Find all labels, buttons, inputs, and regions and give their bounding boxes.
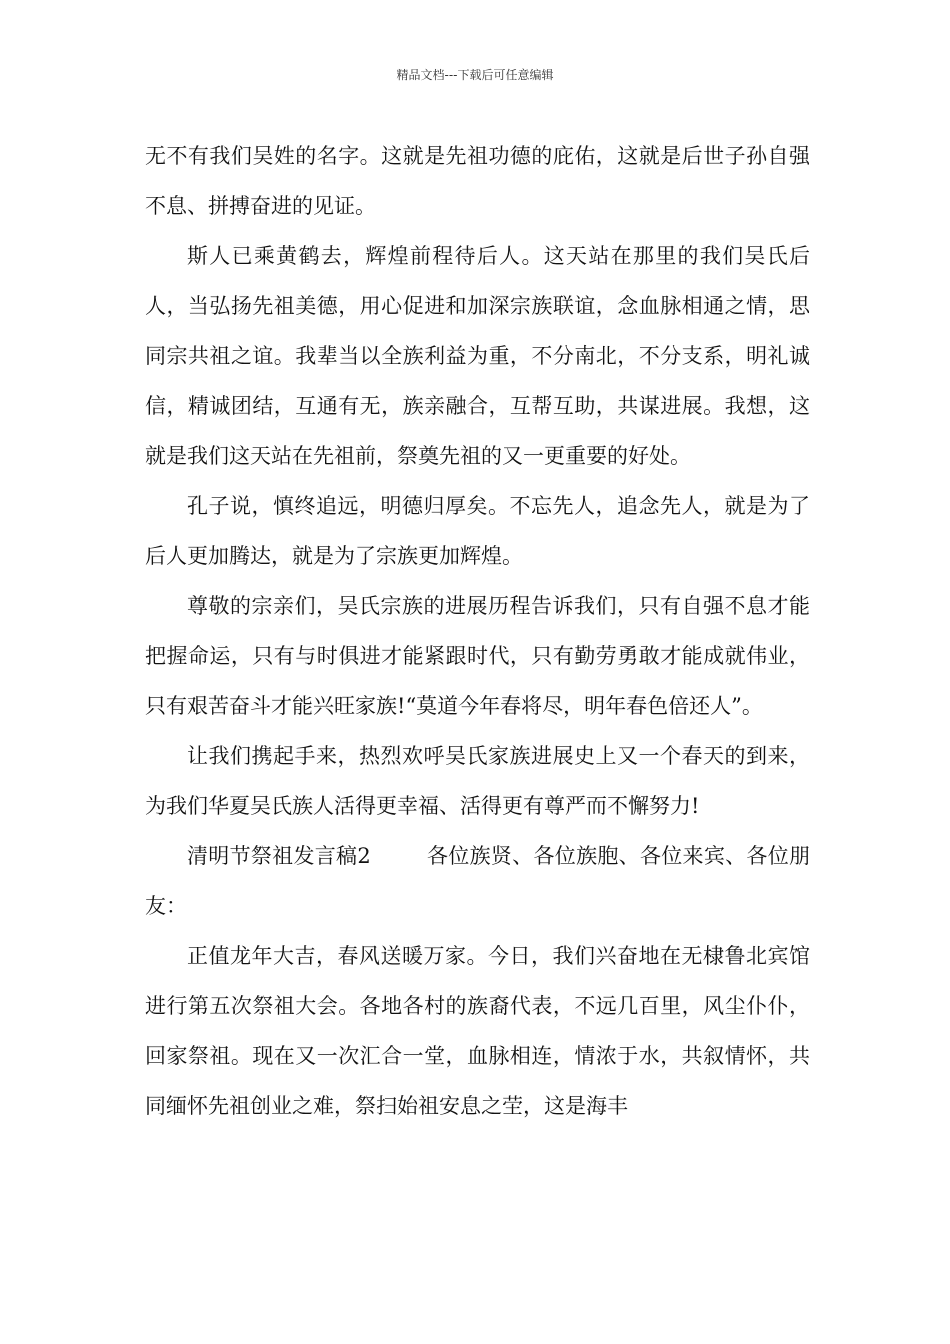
paragraph: 孔子说，慎终追远，明德归厚矣。不忘先人，追念先人，就是为了后人更加腾达，就是为了宗族更加辉煌。 (145, 494, 810, 568)
page-header: 精品文档---下载后可任意编辑 (396, 68, 554, 82)
paragraph-continuation: 无不有我们吴姓的名字。这就是先祖功德的庇佑，这就是后世子孙自强不息、拼搏奋进的见证。 (145, 144, 810, 218)
paragraph: 尊敬的宗亲们，吴氏宗族的进展历程告诉我们，只有自强不息才能把握命运，只有与时俱进才能紧跟时代，只有勤劳勇敢才能成就伟业，只有艰苦奋斗才能兴旺家族!“莫道今年春将尽，明年春色倍还人”。 (145, 594, 810, 718)
speech-heading-paragraph (145, 831, 810, 931)
document-body (145, 131, 810, 1131)
paragraph: 斯人已乘黄鹤去，辉煌前程待后人。这天站在那里的我们吴氏后人，当弘扬先祖美德，用心促进和加深宗族联谊，念血脉相通之情，思同宗共祖之谊。我辈当以全族利益为重，不分南北，不分支系，明礼诚信，精诚团结，互通有无，族亲融合，互帮互助，共谋进展。我想，这就是我们这天站在先祖前，祭奠先祖的又一更重要的好处。 (145, 244, 810, 468)
paragraph: 正值龙年大吉，春风送暖万家。今日，我们兴奋地在无棣鲁北宾馆进行第五次祭祖大会。各地各村的族裔代表，不远几百里，风尘仆仆，回家祭祖。现在又一次汇合一堂，血脉相连，情浓于水，共叙情怀，共同缅怀先祖创业之难，祭扫始祖安息之茔，这是海丰 (145, 944, 810, 1118)
greeting-text: 各位族贤、各位族胞、各位来宾、各位朋友： (145, 844, 810, 918)
speech-title: 清明节祭祖发言稿2 (187, 844, 371, 868)
paragraph: 让我们携起手来，热烈欢呼吴氏家族进展史上又一个春天的到来，为我们华夏吴氏族人活得更幸福、活得更有尊严而不懈努力! (145, 744, 810, 818)
